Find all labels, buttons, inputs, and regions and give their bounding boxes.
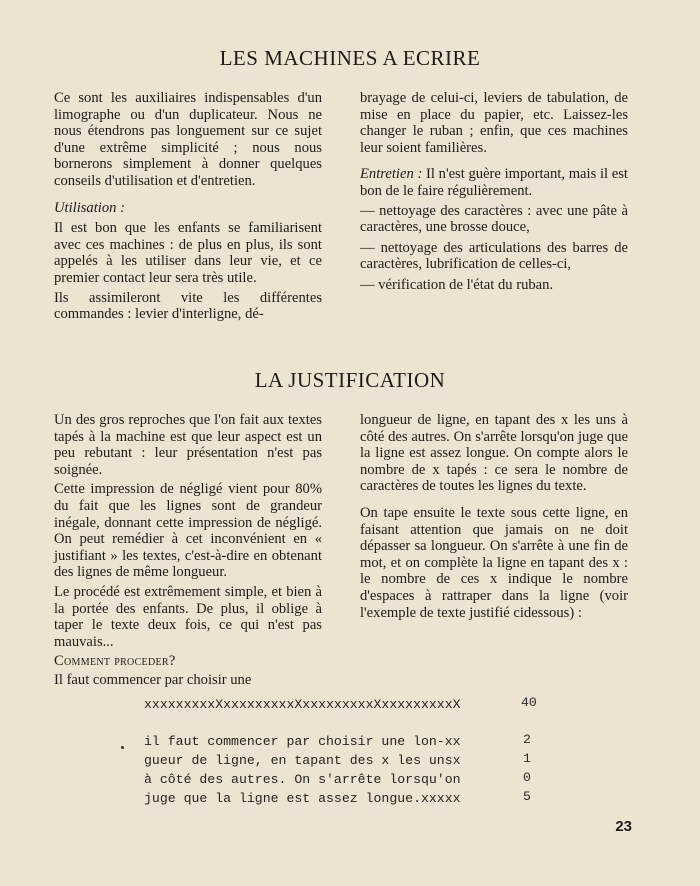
section1-left-column [54,90,322,326]
reproches-paragraph: Un des gros reproches que l'on fait aux textes tapés à la machine est que leur aspect est un peu rebutant : leur présentation n'est pas soignée. [54,412,322,478]
example-line-count: 2 [523,732,531,747]
maintenance-item: — vérification de l'état du ruban. [360,276,554,293]
example-line-count: 0 [523,770,531,785]
example-line: à côté des autres. On s'arrête lorsqu'on [144,772,461,787]
bullet-dot [121,746,124,749]
utilisation-heading: Utilisation : [54,199,125,216]
section2-right-column [360,412,628,624]
example-line: gueur de ligne, en tapant des x les unsx [144,753,461,768]
utilisation-paragraph: Il est bon que les enfants se familiarisent avec ces machines : de plus en plus, ils sont appelés à les utiliser dans leur vie, et ce premier contact leur sera très utile. [54,220,322,286]
procede-paragraph: Le procédé est extrêmement simple, et bien à la portée des enfants. De plus, il oblige à taper le texte deux fois, ce qui n'est pas mauvais... [54,583,322,650]
example-line: il faut commencer par choisir une lon-xx [144,734,461,749]
tape-ensuite-paragraph: On tape ensuite le texte sous cette ligne, en faisant attention que jamais on ne doit dépasser sa longueur. On s'arrête à une fin de mot, et on complète la ligne en tapant des x : le nombre de ces x indique le nombre d'espaces à rattraper dans la ligne (voir l'exemple de texte justifié cidessous) : [360,504,628,621]
impression-paragraph: Cette impression de négligé vient pour 80% du fait que les lignes sont de grandeur inégale, donnant cette impression de négligé. On peut remédier à cet inconvénient en « justifiant » les textes, c'est-à-dire en obtenant des lignes de même longueur. [54,481,322,581]
entretien-heading: Entretien : [360,166,423,183]
example-line: juge que la ligne est assez longue.xxxxx [144,791,461,806]
example-line-count: 1 [523,751,531,766]
section1-right-column [360,90,628,298]
commandes-paragraph: Ils assimileront vite les différentes commandes : levier d'interligne, dé- [54,289,322,323]
choisir-paragraph: Il faut commencer par choisir une [54,671,252,688]
maintenance-item: — nettoyage des caractères : avec une pâte à caractères, une brosse douce, [360,202,628,236]
section-title-machines: LES MACHINES A ECRIRE [219,46,481,70]
example-line-count: 5 [523,789,531,804]
entretien-paragraph [360,166,628,199]
ruler-count: 40 [521,695,537,710]
section-title-justification: LA JUSTIFICATION [254,368,446,392]
debrayage-paragraph: brayage de celui-ci, leviers de tabulation, de mise en place du papier, etc. Laissez-les changer le ruban ; enfin, que ces machines leur soient familières. [360,90,628,156]
comment-proceder-heading: Comment proceder? [54,653,176,670]
longueur-paragraph: longueur de ligne, en tapant des x les uns à côté des autres. On s'arrête lorsqu'on juge que la ligne est assez longue. On compte alors le nombre de x tapés : ce sera le nombre de caractères de toutes les lignes du texte. [360,412,628,495]
section2-left-column [54,412,322,692]
entretien-text: Il n'est guère important, mais il est bon de le faire régulièrement. [360,166,628,199]
intro-paragraph: Ce sont les auxiliaires indispensables d'un limographe ou d'un duplicateur. Nous ne nous étendrons pas longuement sur ce sujet d'une extrême simplicité ; nous nous bornerons simplement à donner quelques conseils d'utilisation et d'entretien. [54,90,322,189]
ruler-line: xxxxxxxxxXxxxxxxxxxXxxxxxxxxxXxxxxxxxxxX [144,697,461,712]
maintenance-item: — nettoyage des articulations des barres de caractères, lubrification de celles-ci, [360,239,628,273]
page-number: 23 [615,818,632,835]
